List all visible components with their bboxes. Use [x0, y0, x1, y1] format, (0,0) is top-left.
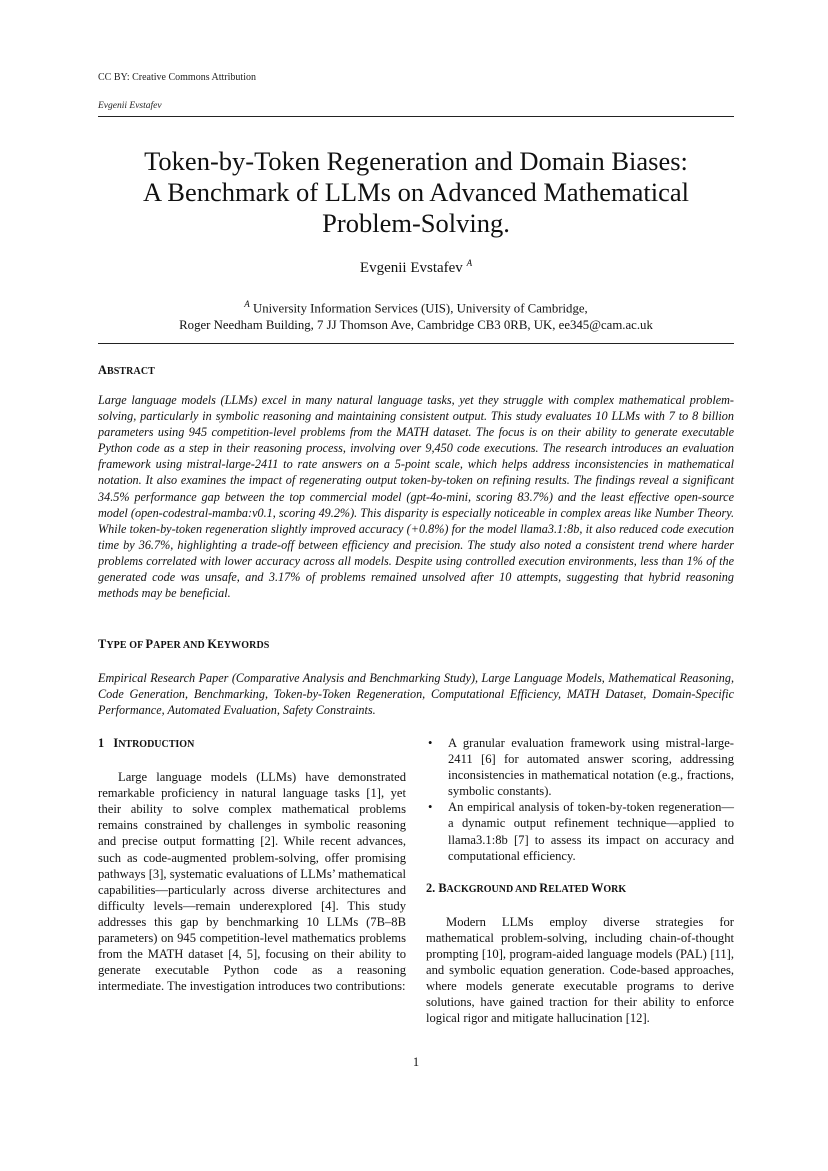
list-item-text: A granular evaluation framework using mistral-large-2411 [6] for automated answer scoring, addressing inconsistencies in mathematical notation (e.g., fractions, symbolic constants). [448, 736, 734, 799]
affiliation-line-2: Roger Needham Building, 7 JJ Thomson Ave, Cambridge CB3 0RB, UK, ee345@cam.ac.uk [179, 318, 653, 333]
title-line-1: Token-by-Token Regeneration and Domain Biases: [144, 146, 688, 176]
abstract-heading-initial: A [98, 363, 107, 377]
list-item [426, 799, 734, 863]
paper-page [98, 0, 734, 1171]
author-affiliation-mark: A [466, 258, 473, 268]
affiliation-text-1: University Information Services (UIS), University of Cambridge, [249, 301, 588, 316]
abstract-heading-rest: BSTRACT [106, 366, 155, 377]
affiliation [98, 296, 734, 334]
right-column [426, 735, 734, 1027]
kw-head-4: APER AND [153, 640, 208, 651]
left-column [98, 735, 406, 994]
bg-head-6: ORK [603, 883, 627, 895]
intro-heading-initial: I [113, 736, 119, 750]
background-paragraph: Modern LLMs employ diverse strategies for mathematical problem-solving, including chain-of-thought prompting [10], program-aided language models (PAL) [11], and symbolic equation generation. Code-based approaches, where models generate executable programs to derive solutions, have gained traction for their ability to enforce logical rigor and mitigate hallucination [12]. [426, 914, 734, 1026]
author-name: Evgenii Evstafev [359, 260, 463, 276]
bg-head-3: R [539, 880, 549, 895]
affiliation-line-1 [98, 296, 734, 317]
abstract-text: Large language models (LLMs) excel in many natural language tasks, yet they struggle with complex mathematical problem-solving, particularly in symbolic reasoning and maintaining consistent output. This study evaluates 10 LLMs with 7 to 8 billion parameters using 945 competition-level problems from the MATH dataset. The focus is on their ability to generate executable Python code as a step in their reasoning process, involving over 9,450 code executions. The research introduces an evaluation framework using mistral-large-2411 to rate answers on a 5-point scale, which helps address inconsistencies in mathematical notation. It also examines the impact of regenerating output token-by-token on refining results. The findings reveal a significant 34.5% performance gap between the top commercial model (gpt-4o-mini, scoring 83.7%) and the least effective open-source model (open-codestral-mamba:v0.1, scoring 49.2%). This disparity is especially noticeable in complex areas like Number Theory. While token-by-token regeneration slightly improved accuracy (+0.8%) for the model llama3.1:8b, it also reduced code execution time by 36.7%, highlighting a trade-off between efficiency and precision. The study also noted a consistent trend where harder problems correlated with lower accuracy across all models. Despite using controlled execution environments, less than 1% of the generated code was unsafe, and 3.17% of problems remained unsolved after 10 attempts, suggesting that hybrid reasoning methods may be beneficial. [98, 393, 734, 601]
kw-head-2: YPE OF [106, 640, 146, 651]
header-rule [98, 116, 734, 117]
bg-head-2: ACKGROUND AND [446, 883, 540, 895]
list-item-text: An empirical analysis of token-by-token regeneration—a dynamic output refinement technique—applied to llama3.1:8b [7] to assess its impact on accuracy and computational efficiency. [448, 800, 734, 863]
license-line: CC BY: Creative Commons Attribution [98, 72, 256, 83]
contribution-list [426, 735, 734, 864]
running-header-author: Evgenii Evstafev [98, 101, 162, 111]
title-rule [98, 343, 734, 344]
intro-number: 1 [98, 736, 105, 750]
introduction-heading [98, 735, 406, 753]
paper-title [98, 146, 734, 239]
affiliation-mark: A [244, 299, 250, 309]
bg-head-4: ELATED [548, 883, 592, 895]
bullet-icon: • [428, 736, 433, 750]
kw-head-5: K [207, 637, 218, 651]
bullet-icon: • [428, 800, 433, 815]
introduction-paragraph: Large language models (LLMs) have demonstrated remarkable proficiency in natural language tasks [1], yet their ability to solve complex mathematical problems remains constrained by challenges in symbolic reasoning and precise output formatting [2]. While recent advances, such as code-augmented problem-solving, offer promising pathways [3], systematic evaluations of LLMs’ mathematical capabilities—particularly across diverse architectures and difficulty levels—remain underexplored [4]. This study addresses this gap by benchmarking 10 LLMs (7B–8B parameters) on 945 competition-level mathematics problems from the MATH dataset [4, 5], focusing on their ability to generate executable Python code as a reasoning intermediate. The investigation introduces two contributions: [98, 770, 406, 994]
kw-head-1: T [98, 637, 107, 651]
intro-heading-rest: NTRODUCTION [118, 739, 195, 750]
background-heading [426, 880, 734, 898]
keywords-heading [98, 637, 269, 652]
kw-head-6: EYWORDS [217, 640, 270, 651]
bg-head-5: W [591, 880, 604, 895]
bg-number: 2. [426, 880, 436, 895]
author-line [98, 258, 734, 277]
bg-head-1: B [438, 880, 447, 895]
kw-head-3: P [145, 637, 154, 651]
page-number: 1 [412, 1055, 420, 1069]
abstract-heading [98, 363, 155, 378]
list-item [426, 735, 734, 799]
title-line-3: Problem-Solving. [322, 208, 510, 238]
title-line-2: A Benchmark of LLMs on Advanced Mathematical [142, 177, 690, 207]
keywords-text: Empirical Research Paper (Comparative Analysis and Benchmarking Study), Large Language Models, Mathematical Reasoning, Code Generation, Benchmarking, Token-by-Token Regeneration, Computational Efficiency, MATH Dataset, Domain-Specific Performance, Automated Evaluation, Safety Constraints. [98, 671, 734, 718]
